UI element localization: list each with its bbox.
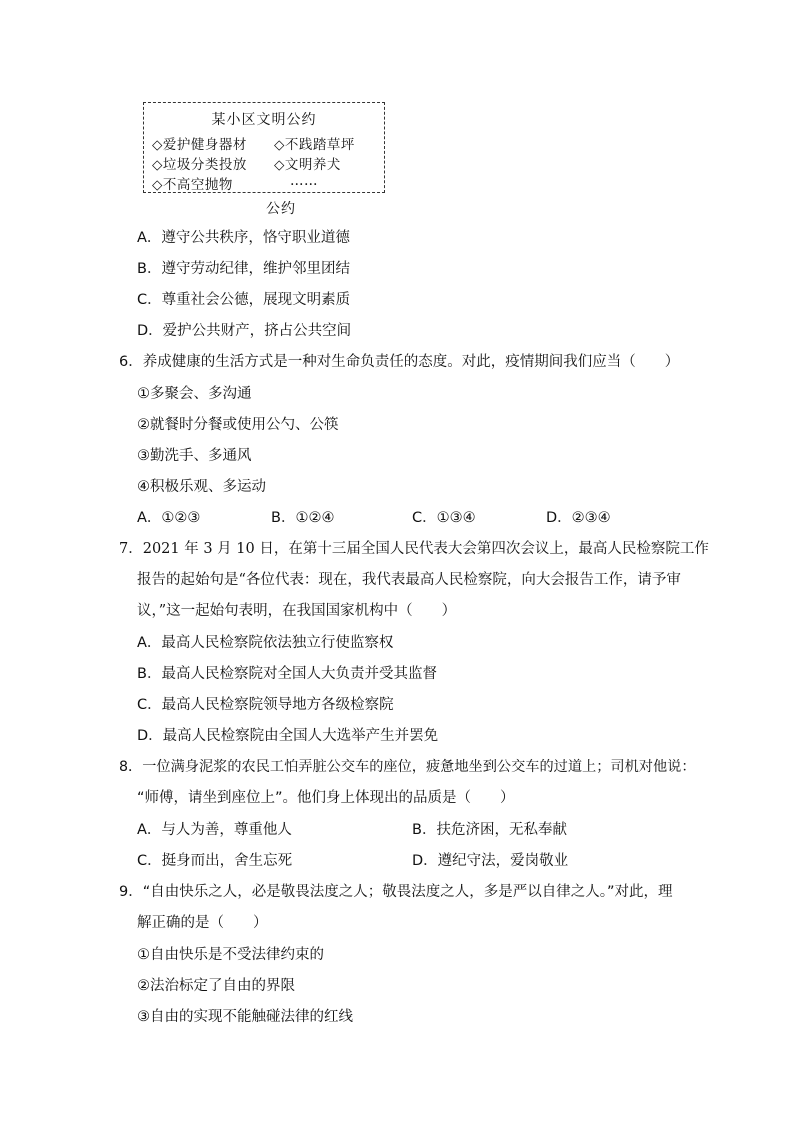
q7-stem-line-2: 报告的起始句是“各位代表：现在，我代表最高人民检察院，向大会报告工作，请予审 [137, 572, 681, 588]
q8-stem-line-2: “师傅，请坐到座位上”。他们身上体现出的品质是（ ） [137, 790, 515, 806]
notice-item: ◇爱护健身器材 [152, 137, 247, 153]
notice-item: ◇垃圾分类投放 [152, 157, 247, 173]
q6-statement-4: ④积极乐观、多运动 [137, 479, 266, 495]
q7-stem-line-1: 7．2021 年 3 月 10 日，在第十三届全国人民代表大会第四次会议上，最高人民检察院工作 [119, 541, 709, 557]
q6-option-b: B．①②④ [271, 510, 335, 526]
notice-item: ◇不高空抛物 [152, 177, 233, 193]
convention-notice-box [143, 102, 385, 193]
q6-statement-1: ①多聚会、多沟通 [137, 386, 252, 402]
q8-option-d: D．遵纪守法，爱岗敬业 [412, 853, 569, 869]
q7-option-b: B．最高人民检察院对全国人大负责并受其监督 [137, 666, 437, 682]
q9-statement-3: ③自由的实现不能触碰法律的红线 [137, 1009, 353, 1025]
q8-stem-line-1: 8．一位满身泥浆的农民工怕弄脏公交车的座位，疲惫地坐到公交车的过道上；司机对他说： [119, 759, 696, 775]
q5-option-a: A．遵守公共秩序，恪守职业道德 [137, 230, 350, 246]
q7-option-a: A．最高人民检察院依法独立行使监察权 [137, 635, 394, 651]
q7-stem-line-3: 议，”这一起始句表明，在我国国家机构中（ ） [137, 603, 457, 619]
q8-option-b: B．扶危济困，无私奉献 [412, 822, 567, 838]
q9-statement-2: ②法治标定了自由的界限 [137, 978, 295, 994]
q8-option-a: A．与人为善，尊重他人 [137, 822, 292, 838]
q6-option-a: A．①②③ [137, 510, 201, 526]
q6-option-c: C．①③④ [412, 510, 476, 526]
notice-ellipsis: …… [290, 173, 318, 189]
notice-item: ◇文明养犬 [274, 157, 341, 173]
q8-option-c: C．挺身而出，舍生忘死 [137, 853, 293, 869]
notice-item: ◇不践踏草坪 [274, 137, 355, 153]
q6-statement-2: ②就餐时分餐或使用公勺、公筷 [137, 417, 339, 433]
notice-title: 某小区文明公约 [211, 112, 317, 128]
q7-option-c: C．最高人民检察院领导地方各级检察院 [137, 697, 394, 713]
q6-statement-3: ③勤洗手、多通风 [137, 448, 252, 464]
q9-stem-line-2: 解正确的是（ ） [137, 915, 268, 931]
q9-statement-1: ①自由快乐是不受法律约束的 [137, 947, 324, 963]
q9-stem-line-1: 9．“自由快乐之人，必是敬畏法度之人；敬畏法度之人，多是严以自律之人。”对此，理 [119, 884, 673, 900]
q6-stem: 6．养成健康的生活方式是一种对生命负责任的态度。对此，疫情期间我们应当（ ） [119, 354, 680, 370]
q5-option-c: C．尊重社会公德，展现文明素质 [137, 292, 351, 308]
q7-option-d: D．最高人民检察院由全国人大选举产生并罢免 [137, 728, 439, 744]
q6-option-d: D．②③④ [546, 510, 611, 526]
q5-option-d: D．爱护公共财产，挤占公共空间 [137, 323, 352, 339]
figure-caption: 公约 [266, 201, 296, 217]
q5-option-b: B．遵守劳动纪律，维护邻里团结 [137, 261, 350, 277]
